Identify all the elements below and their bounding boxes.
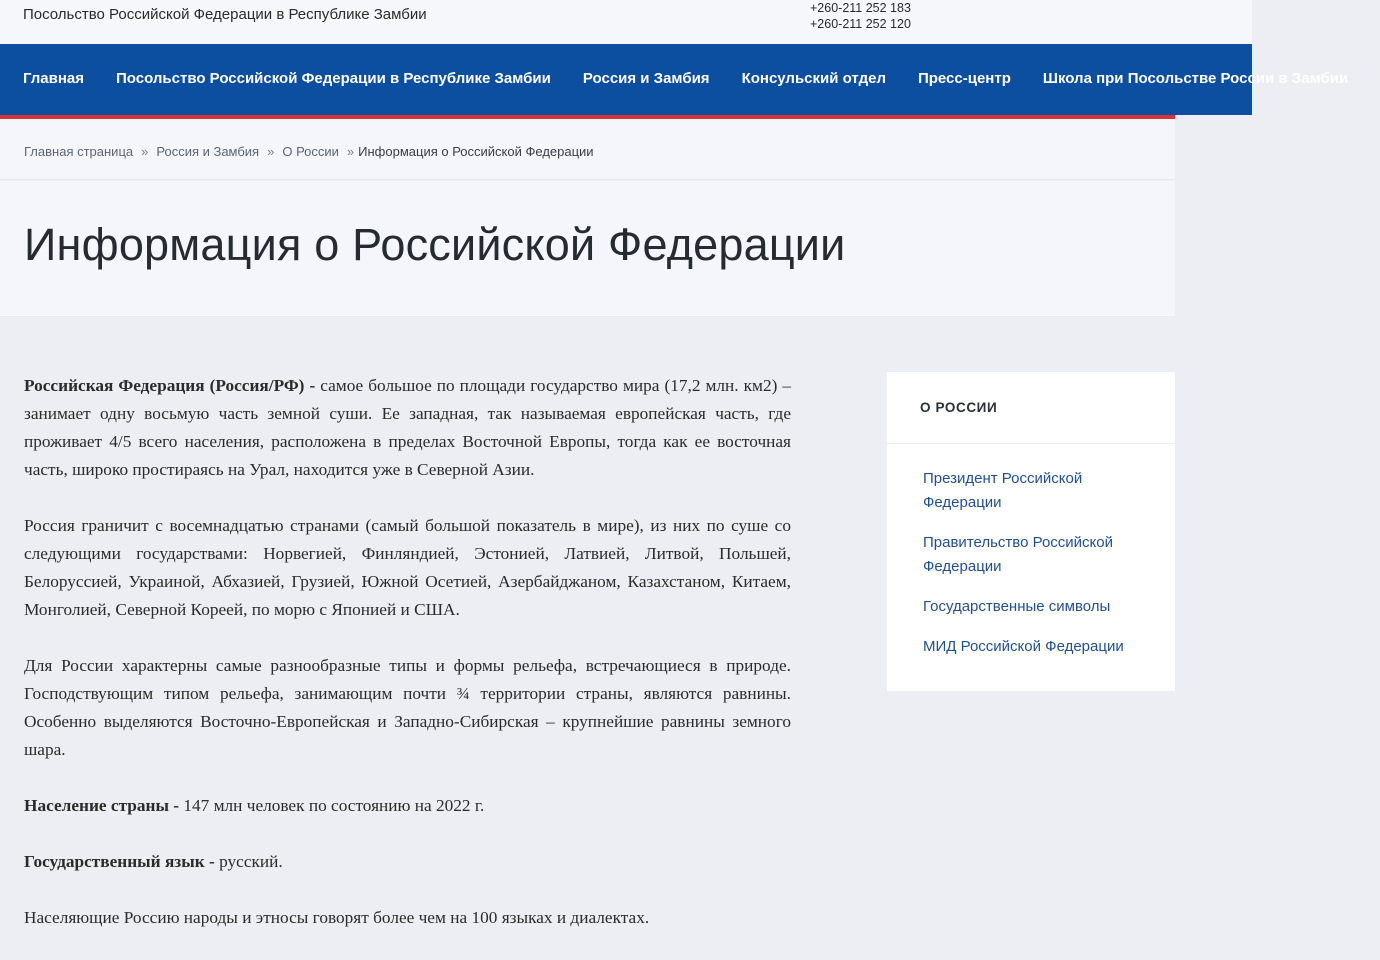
nav-item-home[interactable]: Главная: [23, 70, 85, 87]
breadcrumb-bar: [0, 119, 1175, 180]
page-title: Информация о Российской Федерации: [24, 219, 846, 270]
nav-item-school[interactable]: Школа при Посольстве России в Замбии: [1042, 70, 1349, 87]
breadcrumb-separator: »: [267, 144, 275, 159]
bold-lead: Население страны -: [24, 796, 180, 815]
main-nav: [0, 44, 1349, 115]
phone-number[interactable]: +260-211 252 183: [810, 1, 911, 15]
sidebar-link-mfa[interactable]: МИД Российской Федерации: [923, 638, 1124, 655]
breadcrumb: [24, 144, 594, 159]
paragraph: [24, 792, 791, 820]
sidebar-heading: О РОССИИ: [887, 372, 1175, 444]
site-title[interactable]: Посольство Российской Федерации в Республике Замбии: [23, 6, 427, 23]
paragraph: Для России характерны самые разнообразные типы и формы рельефа, встречающиеся в природе. Господствующим типом рельефа, занимающим почти ¾ территории страны, являются равнины. Особенно выделяются Восточно-Европейская и Западно-Сибирская – крупнейшие равнины земного шара.: [24, 656, 791, 759]
paragraph: Россия граничит с восемнадцатью странами (самый большой показатель в мире), из них по суше со следующими государствами: Норвегией, Финляндией, Эстонией, Латвией, Литвой, Польшей, Белоруссией, Украиной, Абхазией, Грузией, Южной Осетией, Азербайджаном, Казахстаном, Китаем, Монголией, Северной Кореей, по морю с Японией и США.: [24, 516, 791, 619]
phone-numbers: [810, 0, 911, 32]
paragraph: [24, 372, 791, 484]
sidebar-link-state-symbols[interactable]: Государственные символы: [923, 598, 1111, 615]
paragraph-text: русский.: [214, 852, 283, 871]
phone-number[interactable]: +260-211 252 120: [810, 17, 911, 31]
paragraph: Населяющие Россию народы и этносы говорят более чем на 100 языках и диалектах.: [24, 908, 650, 927]
breadcrumb-current: Информация о Российской Федерации: [358, 144, 594, 159]
breadcrumb-separator: »: [346, 144, 355, 159]
bold-lead: Российская Федерация (Россия/РФ) -: [24, 376, 316, 395]
article-content: [24, 372, 791, 960]
breadcrumb-link-russia-zambia[interactable]: Россия и Замбия: [156, 144, 260, 159]
nav-item-press[interactable]: Пресс-центр: [917, 70, 1011, 87]
breadcrumb-link-home[interactable]: Главная страница: [24, 144, 134, 159]
breadcrumb-separator: »: [141, 144, 149, 159]
paragraph-text: 147 млн человек по состоянию на 2022 г.: [179, 796, 485, 815]
top-bar: [0, 0, 1252, 44]
breadcrumb-link-about-russia[interactable]: О России: [282, 144, 339, 159]
sidebar-link-president[interactable]: Президент Российской Федерации: [923, 470, 1083, 511]
bold-lead: Государственный язык -: [24, 852, 215, 871]
nav-item-russia-zambia[interactable]: Россия и Замбия: [582, 70, 710, 87]
nav-item-consular[interactable]: Консульский отдел: [741, 70, 886, 87]
sidebar-links: [887, 444, 1175, 659]
sidebar-link-government[interactable]: Правительство Российской Федерации: [923, 534, 1114, 575]
sidebar-about-russia: [887, 372, 1175, 691]
title-section: [0, 181, 1175, 316]
nav-item-embassy[interactable]: Посольство Российской Федерации в Республике Замбии: [116, 70, 551, 87]
paragraph-text: самое большое по площади государство мира (17,2 млн. км2) – занимает одну восьмую часть земной суши. Ее западная, так называемая европейская часть, где проживает 4/5 всего населения, расположена в пределах Восточной Европы, тогда как ее восточная часть, широко простираясь на Урал, находится уже в Северной Азии.: [24, 376, 791, 479]
paragraph: [24, 848, 791, 876]
